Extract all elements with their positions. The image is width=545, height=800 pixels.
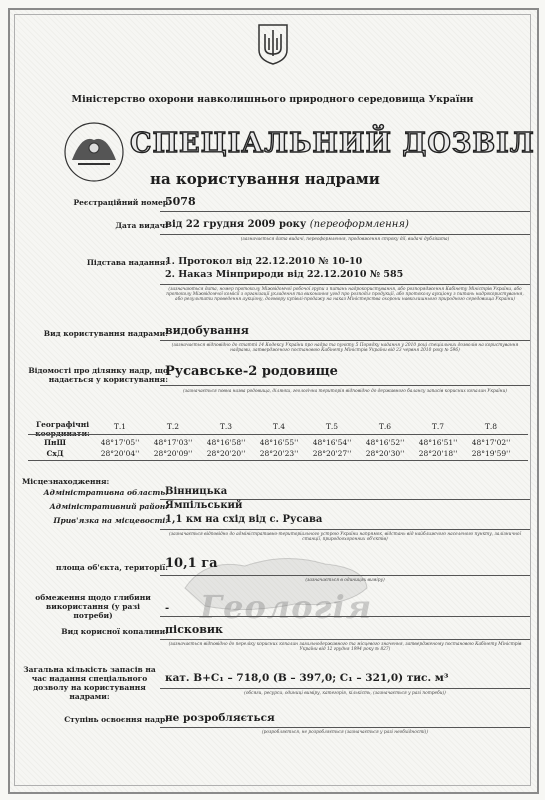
- reserves-label: Загальна кількість запасів на час надання спеціального дозволу на користування надрами:: [23, 665, 156, 701]
- point-label: Т.8: [484, 422, 498, 431]
- lat-row-label: ПнШ: [43, 438, 67, 447]
- depth-value: -: [165, 603, 170, 614]
- site-note: (зазначається повна назва родовища, ділянки, геологічна територія відповідно до державного балансу запасів корисних копалин України): [183, 389, 507, 394]
- site-value: Русавське-2 родовище: [165, 364, 338, 379]
- district-label: Адміністративний район:: [49, 502, 168, 511]
- point-label: Т.1: [113, 422, 127, 431]
- development-label: Ступінь освоєння надр:: [64, 715, 168, 724]
- area-value: 10,1 га: [165, 556, 218, 571]
- lon-cell: 28°20'27'': [312, 449, 352, 458]
- lon-cell: 28°20'04'': [100, 449, 140, 458]
- ministry-name: Міністерство охорони навколишнього природного середовища України: [71, 94, 474, 105]
- point-label: Т.6: [378, 422, 392, 431]
- reserves-note: (обсяги, ресурси, одиниці виміру, категорія, кількість, (зазначається у разі потреби)): [244, 691, 446, 696]
- lon-cell: 28°20'18'': [418, 449, 458, 458]
- region-label: Адміністративна область:: [43, 488, 168, 497]
- lat-cell: 48°16'55'': [259, 438, 299, 447]
- registration-label: Реєстраційний номер: [73, 198, 168, 207]
- site-label: Відомості про ділянку надр, що надається у користування:: [28, 366, 168, 384]
- document-subtitle: на користування надрами: [150, 170, 380, 188]
- location-note: (зазначається відповідно до адміністративно-територіального устрою України напрямок, відстань від найближчого населеного пункту, залізничної станції, природоохоронних об'єктів): [169, 532, 521, 542]
- development-note: (розробляється, не розробляється (зазначається у разі необхідності)): [261, 730, 429, 735]
- lon-cell: 28°20'30'': [365, 449, 405, 458]
- use-type-value: видобування: [165, 324, 249, 337]
- point-label: Т.3: [219, 422, 233, 431]
- point-label: Т.4: [272, 422, 286, 431]
- mineral-label: Вид корисної копалини:: [61, 627, 168, 636]
- reserves-value: кат. В+С₁ – 718,0 (В – 397,0; С₁ – 321,0) тис. м³: [165, 672, 449, 684]
- ref-label: Прив'язка на місцевості:: [53, 516, 168, 525]
- basis-label: Підстава надання:: [86, 258, 168, 267]
- lat-cell: 48°17'05'': [100, 438, 140, 447]
- registration-number: 5078: [165, 195, 196, 208]
- location-label: Місцезнаходження:: [22, 477, 110, 486]
- basis-item-2: 2. Наказ Мінприроди від 22.12.2010 № 585: [165, 269, 404, 280]
- lat-cell: 48°16'52'': [365, 438, 405, 447]
- coords-label: Географічні координати:: [35, 420, 90, 438]
- lon-cell: 28°19'59'': [471, 449, 511, 458]
- lat-cell: 48°17'02'': [471, 438, 511, 447]
- use-type-label: Вид користування надрами:: [43, 329, 168, 338]
- geology-logo-icon: [62, 120, 126, 184]
- geology-watermark: Геологія: [200, 588, 373, 626]
- district-value: Ямпільський: [165, 500, 243, 511]
- area-label: площа об'єкта, території:: [56, 563, 168, 572]
- point-label: Т.2: [166, 422, 180, 431]
- issue-date-value: від 22 грудня 2009 року: [165, 219, 307, 230]
- trident-emblem-icon: [256, 22, 290, 66]
- use-type-note: (зазначається відповідно до статті 14 Кодексу України про надра та пункту 5 Порядку надання у 2010 році спеціальних дозволів на користування надрами, затвердженого постановою Кабінету Міністрів України від 23 червня 2010 року № 596): [171, 343, 519, 353]
- lon-row-label: СхД: [46, 449, 64, 458]
- lon-cell: 28°20'20'': [206, 449, 246, 458]
- point-label: Т.5: [325, 422, 339, 431]
- development-value: не розробляється: [165, 712, 275, 724]
- lat-cell: 48°17'03'': [153, 438, 193, 447]
- mineral-note: (зазначається відповідно до переліку корисних копалин загальнодержавного та місцевого значення, затвердженому постановою Кабінету Міністрів України від 12 грудня 1994 року № 827): [168, 642, 522, 652]
- issue-date-note: (зазначається дата видачі, переоформлення, продовження строку дії, видачі дубліката): [240, 237, 450, 242]
- area-note: (зазначається в одиницях виміру): [305, 578, 385, 583]
- lat-cell: 48°16'54'': [312, 438, 352, 447]
- basis-item-1: 1. Протокол від 22.12.2010 № 10-10: [165, 256, 363, 267]
- depth-label: обмеження щодо глибини використання (у разі потреби): [35, 593, 151, 620]
- lon-cell: 28°20'23'': [259, 449, 299, 458]
- basis-note: (зазначаються дата, номер протоколу Міжвідомчої робочої групи з питань надрокористування, або розпорядження Кабінету Міністрів України, або протоколу Міжвідомчої комісії з організації укладення та виконання угод про розподіл продукції, або протоколу аукціону з питань надрокористування, або результати проведення аукціону, договору купівлі-продажу на наказ Міністерства охорони навколишнього природного середовища України): [166, 287, 524, 302]
- issue-date-extra: (переоформлення): [309, 219, 409, 230]
- lon-cell: 28°20'09'': [153, 449, 193, 458]
- lat-cell: 48°16'51'': [418, 438, 458, 447]
- lat-cell: 48°16'58'': [206, 438, 246, 447]
- mineral-value: пісковик: [165, 623, 223, 636]
- document-title: СПЕЦІАЛЬНИЙ ДОЗВІЛ: [130, 128, 535, 159]
- point-label: Т.7: [431, 422, 445, 431]
- ref-value: 1,1 км на схід від с. Русава: [165, 514, 323, 525]
- issue-date-label: Дата видачі: [115, 221, 168, 230]
- region-value: Вінницька: [165, 486, 228, 497]
